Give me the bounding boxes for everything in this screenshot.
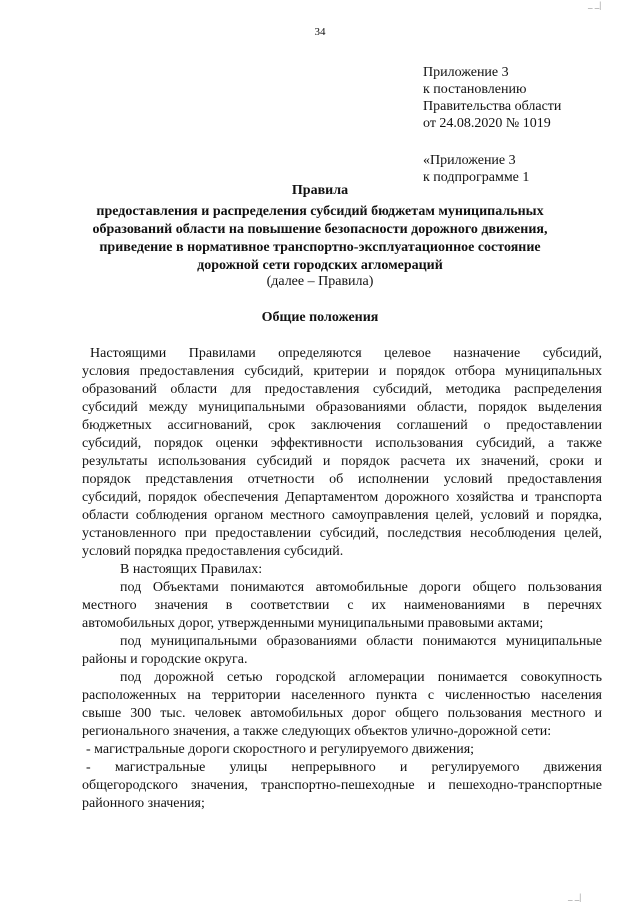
paragraph-line: условий порядка предоставления субсидий.	[82, 544, 344, 559]
bullet-item-2	[82, 759, 602, 813]
paragraph-5	[82, 669, 602, 741]
paragraph-line: под дорожной сетью городской агломерации понимается совокупность	[120, 670, 602, 685]
appendix-line: к постановлению	[423, 82, 527, 97]
paragraph-line: порядок представления отчетности об исполнении условий предоставления	[82, 472, 602, 487]
appendix-line: Правительства области	[423, 99, 562, 114]
paragraph-line: - магистральные улицы непрерывного и регулируемого движения	[86, 760, 602, 775]
subtitle-note: (далее – Правила)	[266, 274, 374, 289]
paragraph-line: субсидий между муниципальными образованиями области, порядок выделения	[82, 400, 602, 415]
subtitle-line: приведение в нормативное транспортно-эксплуатационное состояние	[99, 240, 541, 255]
paragraph-1-body	[82, 363, 602, 561]
appendix-header	[423, 64, 561, 132]
appendix-line: Приложение 3	[423, 65, 509, 80]
scan-corner-mark-top: _ _|	[588, 0, 602, 10]
paragraph-line: районы и городские округа.	[82, 652, 248, 667]
appendix-header-2	[423, 152, 529, 186]
paragraph-line: бюджетных ассигнований, срок заключения соглашений о предоставлении	[82, 418, 602, 433]
bullet-item: - магистральные дороги скоростного и регулируемого движения;	[86, 742, 475, 757]
appendix-line: от 24.08.2020 № 1019	[423, 116, 551, 131]
paragraph-line: области соблюдения органом местного самоуправления целей, условий и порядка,	[82, 508, 602, 523]
document-subtitle	[0, 203, 640, 275]
subtitle-line: образований области на повышение безопасности дорожного движения,	[92, 222, 548, 237]
paragraph-line: условия предоставления субсидий, критерии и порядок отбора муниципальных	[82, 364, 602, 379]
paragraph-line: под Объектами понимаются автомобильные дороги общего пользования	[120, 580, 602, 595]
paragraph-line: субсидий, порядок оценки эффективности использования субсидий, а также	[82, 436, 602, 451]
paragraph-2: В настоящих Правилах:	[120, 562, 263, 577]
scan-corner-mark-bottom: _ _|	[568, 892, 582, 902]
paragraph-line: общегородского значения, транспортно-пешеходные и пешеходно-транспортные	[82, 778, 602, 793]
paragraph-4	[82, 633, 602, 669]
section-title: Общие положения	[261, 310, 379, 325]
paragraph-line: результаты использования субсидий и порядок расчета их значений, сроки и	[82, 454, 602, 469]
paragraph-3	[82, 579, 602, 633]
appendix-line: к подпрограмме 1	[423, 170, 530, 185]
paragraph-line: под муниципальными образованиями области понимаются муниципальные	[120, 634, 602, 649]
paragraph-line: установленного при предоставлении субсидий, последствия несоблюдения целей,	[82, 526, 602, 541]
document-title: Правила	[291, 183, 349, 198]
paragraph-line: районного значения;	[82, 796, 205, 811]
subtitle-line: предоставления и распределения субсидий бюджетам муниципальных	[96, 204, 544, 219]
paragraph-line: расположенных на территории населенного пункта с численностью населения	[82, 688, 602, 703]
page-number: 34	[314, 26, 326, 38]
paragraph-line: автомобильных дорог, утвержденными муниципальными правовыми актами;	[82, 616, 544, 631]
paragraph-line: субсидий, порядок обеспечения Департаментом дорожного хозяйства и транспорта	[82, 490, 602, 505]
paragraph-line: свыше 300 тыс. человек автомобильных дорог общего пользования местного и	[82, 706, 602, 721]
paragraph-line: образований области для предоставления субсидий, методика распределения	[82, 382, 602, 397]
paragraph-1	[82, 345, 602, 363]
appendix-line: «Приложение 3	[423, 153, 516, 168]
paragraph-line: местного значения в соответствии с их наименованиями в перечнях	[82, 598, 602, 613]
paragraph-line: регионального значения, а также следующих объектов улично-дорожной сети:	[82, 724, 552, 739]
paragraph-line: Настоящими Правилами определяются целевое назначение субсидий,	[90, 346, 602, 361]
subtitle-line: дорожной сети городских агломераций	[197, 258, 443, 273]
